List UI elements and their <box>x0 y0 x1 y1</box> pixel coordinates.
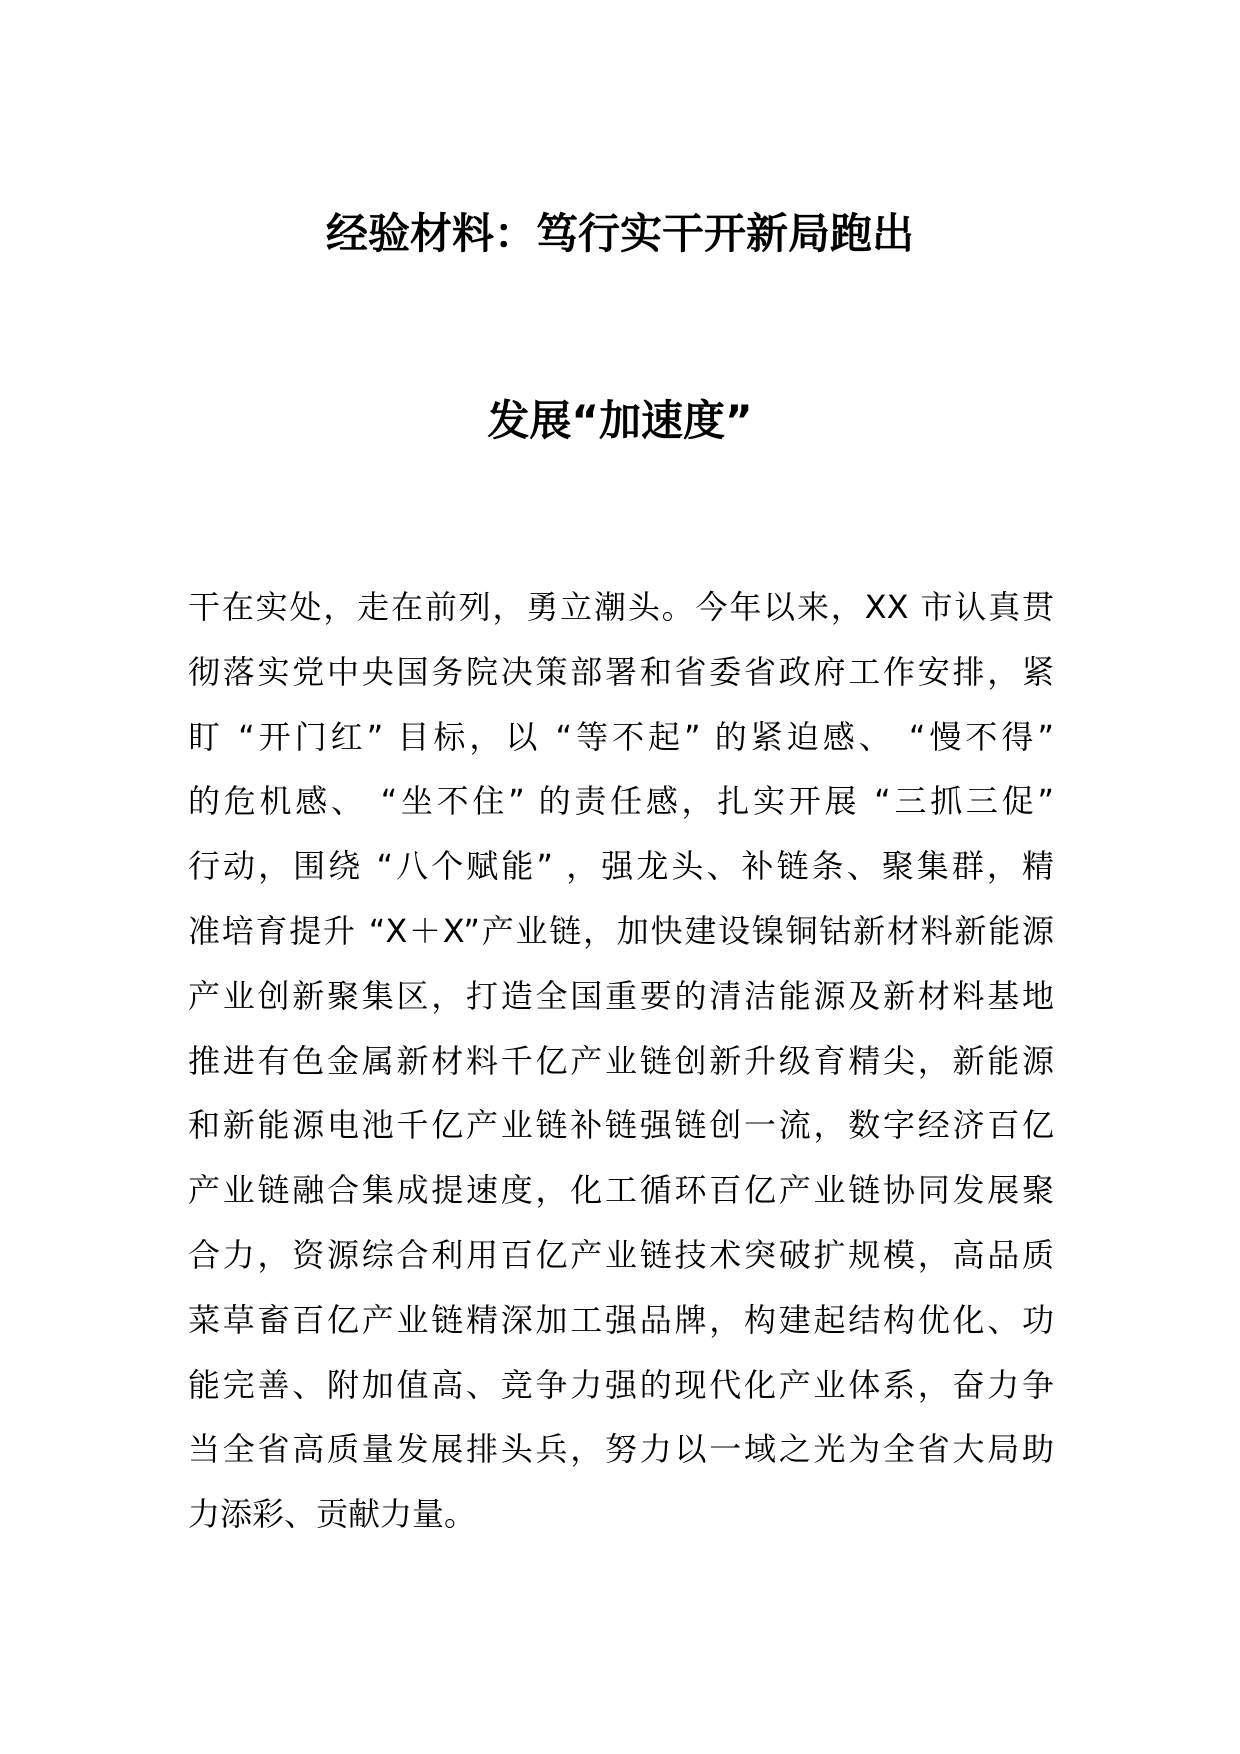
paragraph-line: 能完善、附加值高、竞争力强的现代化产业体系，奋力争 <box>188 1365 1054 1404</box>
paragraph-line: 彻落实党中央国务院决策部署和省委省政府工作安排，紧 <box>188 652 1054 691</box>
document-title-line-2: 发展“加速度” <box>487 396 753 445</box>
document-body-paragraph <box>188 575 1054 1547</box>
paragraph-line: 当全省高质量发展排头兵，努力以一域之光为全省大局助 <box>188 1430 1054 1469</box>
paragraph-line: 盯 “开门红” 目标，以 “等不起” 的紧迫感、 “慢不得” <box>188 717 1054 756</box>
document-title-line-1: 经验材料：笃行实干开新局跑出 <box>325 209 914 258</box>
paragraph-line: 的危机感、 “坐不住” 的责任感，扎实开展 “三抓三促” <box>188 782 1054 821</box>
paragraph-line: 合力，资源综合利用百亿产业链技术突破扩规模，高品质 <box>188 1235 1054 1274</box>
paragraph-line: 准培育提升 “X＋X”产业链，加快建设镍铜钴新材料新能源 <box>188 911 1054 950</box>
paragraph-line: 力添彩、贡献力量。 <box>188 1495 477 1534</box>
paragraph-line: 行动，围绕 “八个赋能” ，强龙头、补链条、聚集群，精 <box>188 847 1054 886</box>
paragraph-line: 产业链融合集成提速度，化工循环百亿产业链协同发展聚 <box>188 1171 1054 1210</box>
paragraph-line: 推进有色金属新材料千亿产业链创新升级育精尖，新能源 <box>188 1041 1054 1080</box>
paragraph-line: 产业创新聚集区，打造全国重要的清洁能源及新材料基地 <box>188 976 1054 1015</box>
paragraph-line: 和新能源电池千亿产业链补链强链创一流，数字经济百亿 <box>188 1106 1054 1145</box>
paragraph-line: 菜草畜百亿产业链精深加工强品牌，构建起结构优化、功 <box>188 1300 1054 1339</box>
paragraph-line: 干在实处，走在前列，勇立潮头。今年以来，XX 市认真贯 <box>188 588 1054 626</box>
